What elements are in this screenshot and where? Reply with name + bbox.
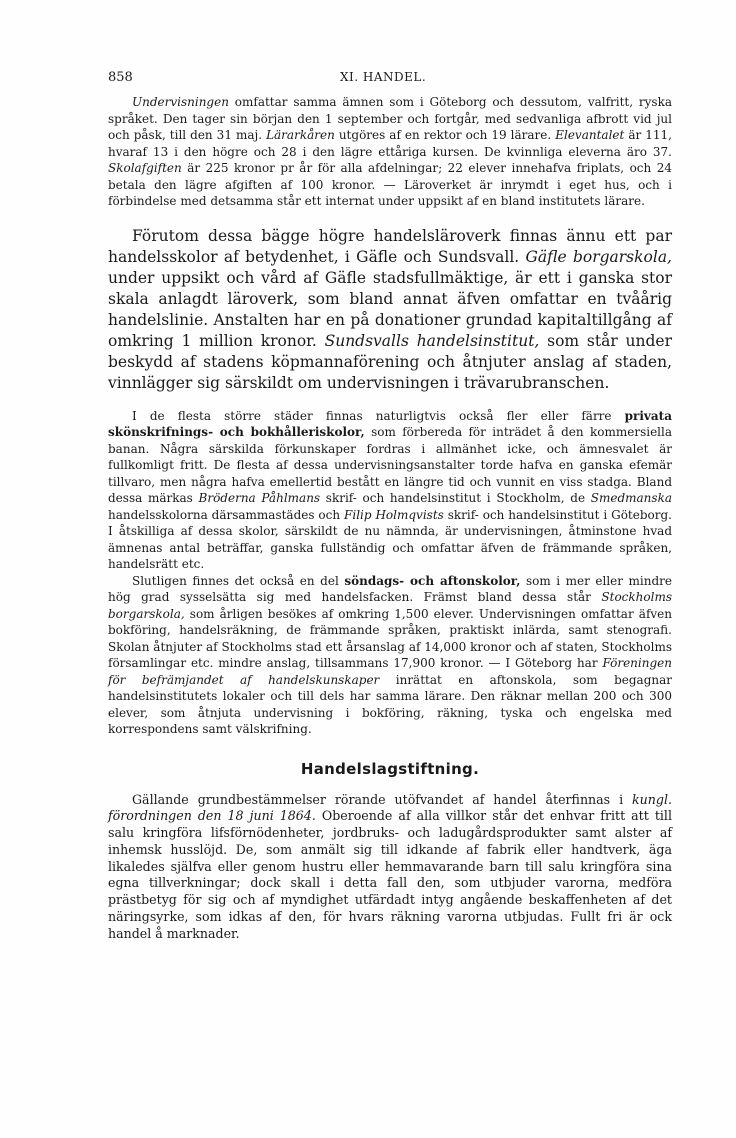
text-run: Gällande grundbestämmelser rörande utöfvandet af handel återfinnas i [132,791,633,807]
text-run: som i mer eller mindre hög grad sysselsätta sig med handelsfacken. Främst bland dessa står [108,573,673,604]
emphasis: Skolafgiften [108,161,182,175]
text-run: är 225 kronor pr år för alla afdelningar; 22 elever innehafva friplats, och 24 betala den lägre afgiften af 100 kronor. — Läroverket är inrymdt i eget hus, och i förbindelse med detsamma står ett internat under uppsikt af en bland institutets lärare. [108,161,672,208]
text-run: I de flesta större städer finnas naturligtvis också fler eller färre [132,408,625,423]
page-number: 858 [108,70,133,85]
emphasis: Bröderna Påhlmans [198,491,321,505]
emphasis: Sundsvalls handelsinstitut, [324,331,540,350]
emphasis: Elevantalet [555,128,625,142]
text-run: under uppsikt och vård af Gäfle stadsfullmäktige, är ett i ganska stor skala anlagdt läroverk, som bland annat äfven omfattar en tvåårig handelslinie. Anstalten har en på donationer grundad kapitaltillgång af omkring 1 million kronor. [108,268,672,350]
emphasis: kungl. förordningen den 18 juni 1864. [108,791,672,824]
section-heading: Handelslagstiftning. [300,759,480,778]
text-run: omfattar samma ämnen som i Göteborg och dessutom, valfritt, ryska språket. Den tager sin början den 1 september och fortgår, med sedvanliga afbrott vid jul och påsk, till den 31 maj. [108,95,672,142]
emphasis: Undervisningen [132,95,229,109]
paragraph-privata-skolor [108,408,672,573]
paragraph-handelsskolor [108,226,672,394]
text-run: utgöres af en rektor och 19 lärare. [334,128,556,142]
text-run: som årligen besökes af omkring 1,500 elever. Undervisningen omfattar äfven bokföring, handelsräkning, de främmande språken, praktiskt inlärda, samt stenografi. Skolan åtnjuter af Stockholms stad ett årsanslag af 14,000 kronor och af staten, Stockholms församlingar etc. mindre anslag, tillsammans 17,900 kronor. — I Göteborg har [108,606,672,670]
running-title: XI. HANDEL. [340,70,427,84]
text-run: Oberoende af alla villkor står det enhvar fritt att till salu kringföra lifsförnödenheter, jordbruks- och ladugårdsprodukter samt alster af inhemsk husslöjd. De, som anmält sig till idkande af fabrik eller handtverk, äga likaledes själfva eller genom hustru eller hemmavarande barn till salu kringföra sina egna tillverkningar; dock skall i detta fall den, som utbjuder varorna, medföra prästbetyg för sig och af myndighet utfärdadt intyg angående beskaffenheten af det näringsyrke, som idkas af den, för hvars räkning varorna utbjudas. Fullt fri är ock handel å marknader. [108,808,672,941]
bold-term: privata skönskrifnings- och bokhålleriskolor, [108,408,672,439]
page-header [108,70,672,94]
text-run: inrättat en aftonskola, som begagnar handelsinstitutets lokaler och till dels har samma lärare. Den räknar mellan 200 och 300 elever, som åtnjuta undervisning i bokföring, räkning, tyska och engelska med korrespondens samt välskrifning. [108,672,672,736]
text-run: som står under beskydd af stadens köpmannaförening och åtnjuter anslag af staden, vinnlägger sig särskildt om undervisningen i trävarubranschen. [108,331,672,392]
text-run: är 111, hvaraf 13 i den högre och 28 i den lägre ettåriga kursen. De kvinnliga eleverna äro 37. [108,128,672,159]
paragraph-aftonskolor [108,573,672,738]
emphasis: Lärarkåren [266,128,335,142]
emphasis: Föreningen för befrämjandet af handelskunskaper [108,656,672,687]
emphasis: Filip Holmqvists [344,507,444,522]
bold-term: söndags- och aftonskolor, [344,573,521,588]
text-run: skrif- och handelsinstitut i Göteborg. I åtskilliga af dessa skolor, särskildt de nu nämnda, är undervisningen, åtminstone hvad ämnenas antal beträffar, ganska fullständig och omfattar äfven de främmande språken, handelsrätt etc. [108,507,672,571]
text-run: skrif- och handelsinstitut i Stockholm, de [320,491,591,505]
paragraph-undervisningen [108,94,672,210]
text-run: handelsskolorna därsammastädes och [108,507,345,522]
text-run: som förbereda för inträdet å den kommersiella banan. Några särskilda förkunskaper fordras i allmänhet icke, och ämnesvalet är fullkomligt fritt. De flesta af dessa undervisningsanstalter torde hafva en ganska efemär tillvaro, men några hafva emellertid bestått en längre tid och vunnit en viss stadga. Bland dessa märkas [108,425,673,505]
emphasis: Gäfle borgarskola, [525,247,672,266]
emphasis: Smedmanska [590,491,672,505]
emphasis: Stockholms borgarskola, [108,590,672,621]
text-run: Slutligen finnes det också en del [132,573,345,588]
page [108,70,672,943]
paragraph-lagstiftning [108,792,672,943]
text-run: Förutom dessa bägge högre handelsläroverk finnas ännu ett par handelsskolor af betydenhet, i Gäfle och Sundsvall. [108,226,672,266]
